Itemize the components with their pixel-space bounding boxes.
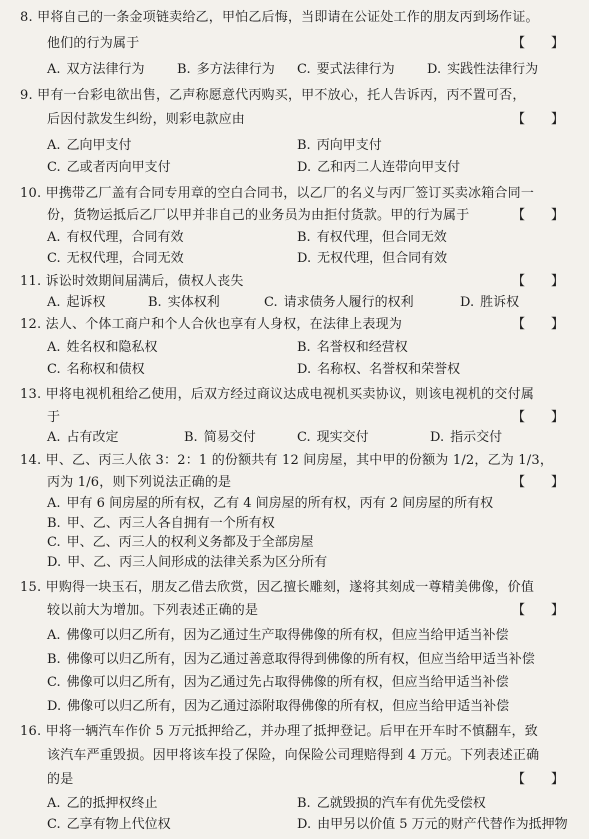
option-c: C. 佛像可以归乙所有，因为乙通过先占取得佛像的所有权，但应当给甲适当补偿 bbox=[47, 675, 509, 690]
option-a: A. 甲有 6 间房屋的所有权，乙有 4 间房屋的所有权，丙有 2 间房屋的所有权 bbox=[47, 496, 494, 511]
answer-bracket: 【 】 bbox=[512, 772, 565, 787]
option-d: D. 名称权、名誉权和荣誉权 bbox=[297, 362, 461, 377]
option-a: A. 姓名权和隐私权 bbox=[47, 340, 158, 355]
question-stem-line: 诉讼时效期间届满后，债权人丧失 bbox=[45, 274, 244, 289]
question-number: 13. bbox=[20, 387, 42, 402]
answer-bracket: 【 】 bbox=[512, 603, 565, 618]
question-stem-line: 法人、个体工商户和个人合伙也享有人身权，在法律上表现为 bbox=[45, 317, 403, 332]
question-stem-line: 于 bbox=[47, 410, 61, 425]
option-c: C. 乙或者丙向甲支付 bbox=[47, 160, 171, 175]
option-a: A. 有权代理，合同有效 bbox=[47, 230, 184, 245]
option-d: D. 实践性法律行为 bbox=[427, 62, 539, 77]
question-number: 16. bbox=[20, 724, 42, 739]
option-b: B. 多方法律行为 bbox=[177, 62, 275, 77]
option-a: A. 占有改定 bbox=[47, 430, 119, 445]
question-stem-line: 他们的行为属于 bbox=[47, 36, 140, 51]
answer-bracket: 【 】 bbox=[512, 317, 565, 332]
question-number: 11. bbox=[20, 274, 42, 289]
option-b: B. 简易交付 bbox=[184, 430, 256, 445]
answer-bracket: 【 】 bbox=[512, 112, 565, 127]
option-d: D. 指示交付 bbox=[430, 430, 503, 445]
option-a: A. 乙向甲支付 bbox=[47, 138, 132, 153]
question-stem-line: 该汽车严重毁损。因甲将该车投了保险，向保险公司理赔得到 4 万元。下列表述正确 bbox=[47, 748, 540, 763]
question-stem-line: 的是 bbox=[47, 772, 74, 787]
answer-bracket: 【 】 bbox=[512, 274, 565, 289]
question-number: 14. bbox=[20, 453, 42, 468]
answer-bracket: 【 】 bbox=[512, 36, 565, 51]
question-number: 12. bbox=[20, 317, 42, 332]
option-d: D. 由甲另以价值 5 万元的财产代替作为抵押物 bbox=[297, 817, 568, 832]
question-stem-line: 后因付款发生纠纷，则彩电款应由 bbox=[47, 112, 246, 127]
option-b: B. 丙向甲支付 bbox=[297, 138, 382, 153]
answer-bracket: 【 】 bbox=[512, 208, 565, 223]
option-b: B. 甲、乙、丙三人各自拥有一个所有权 bbox=[47, 516, 275, 531]
option-c: C. 乙享有物上代位权 bbox=[47, 817, 171, 832]
option-b: B. 名誉权和经营权 bbox=[297, 340, 408, 355]
option-b: B. 佛像可以归乙所有，因为乙通过善意取得得到佛像的所有权，但应当给甲适当补偿 bbox=[47, 652, 535, 667]
answer-bracket: 【 】 bbox=[512, 475, 565, 490]
question-stem-line: 甲购得一块玉石，朋友乙借去欣赏，因乙擅长雕刻，遂将其刻成一尊精美佛像，价值 bbox=[45, 580, 535, 595]
question-stem-line: 甲携带乙厂盖有合同专用章的空白合同书，以乙厂的名义与丙厂签订买卖冰箱合同一 bbox=[45, 186, 535, 201]
answer-bracket: 【 】 bbox=[512, 410, 565, 425]
option-c: C. 现实交付 bbox=[297, 430, 369, 445]
question-stem-line: 丙为 1/6，则下列说法正确的是 bbox=[47, 475, 232, 490]
option-b: B. 有权代理，但合同无效 bbox=[297, 230, 447, 245]
option-c: C. 名称权和债权 bbox=[47, 362, 145, 377]
question-number: 8. bbox=[20, 10, 33, 25]
option-a: A. 双方法律行为 bbox=[47, 62, 145, 77]
question-stem-line: 份，货物运抵后乙厂以甲并非自己的业务员为由拒付货款。甲的行为属于 bbox=[47, 208, 470, 223]
option-d: D. 无权代理，但合同有效 bbox=[297, 251, 448, 266]
option-d: D. 甲、乙、丙三人间形成的法律关系为区分所有 bbox=[47, 555, 328, 570]
option-c: C. 要式法律行为 bbox=[297, 62, 395, 77]
question-stem-line: 甲将电视机租给乙使用，后双方经过商议达成电视机买卖协议，则该电视机的交付属 bbox=[45, 387, 535, 402]
question-stem-line: 甲有一台彩电欲出售，乙声称愿意代丙购买，甲不放心，托人告诉丙，丙不置可否， bbox=[37, 88, 526, 103]
option-c: C. 甲、乙、丙三人的权利义务都及于全部房屋 bbox=[47, 535, 314, 550]
option-d: D. 乙和丙二人连带向甲支付 bbox=[297, 160, 461, 175]
option-c: C. 无权代理，合同无效 bbox=[47, 251, 184, 266]
option-a: A. 乙的抵押权终止 bbox=[47, 796, 158, 811]
option-a: A. 起诉权 bbox=[47, 295, 106, 310]
question-stem-line: 甲、乙、丙三人依 3：2：1 的份额共有 12 间房屋，其中甲的份额为 1/2，乙为 1/3， bbox=[45, 453, 554, 468]
question-stem-line: 甲将自己的一条金项链卖给乙，甲怕乙后悔，当即请在公证处工作的朋友丙到场作证。 bbox=[37, 10, 539, 25]
question-number: 15. bbox=[20, 580, 42, 595]
question-number: 10. bbox=[20, 186, 42, 201]
question-number: 9. bbox=[20, 88, 33, 103]
option-d: D. 佛像可以归乙所有，因为乙通过添附取得佛像的所有权，但应当给甲适当补偿 bbox=[47, 699, 510, 714]
option-d: D. 胜诉权 bbox=[460, 295, 520, 310]
option-b: B. 实体权利 bbox=[148, 295, 220, 310]
option-b: B. 乙就毁损的汽车有优先受偿权 bbox=[297, 796, 486, 811]
option-c: C. 请求债务人履行的权利 bbox=[264, 295, 414, 310]
question-stem-line: 甲将一辆汽车作价 5 万元抵押给乙，并办理了抵押登记。后甲在开车时不慎翻车，致 bbox=[45, 724, 538, 739]
option-a: A. 佛像可以归乙所有，因为乙通过生产取得佛像的所有权，但应当给甲适当补偿 bbox=[47, 628, 509, 643]
question-stem-line: 较以前大为增加。下列表述正确的是 bbox=[47, 603, 259, 618]
